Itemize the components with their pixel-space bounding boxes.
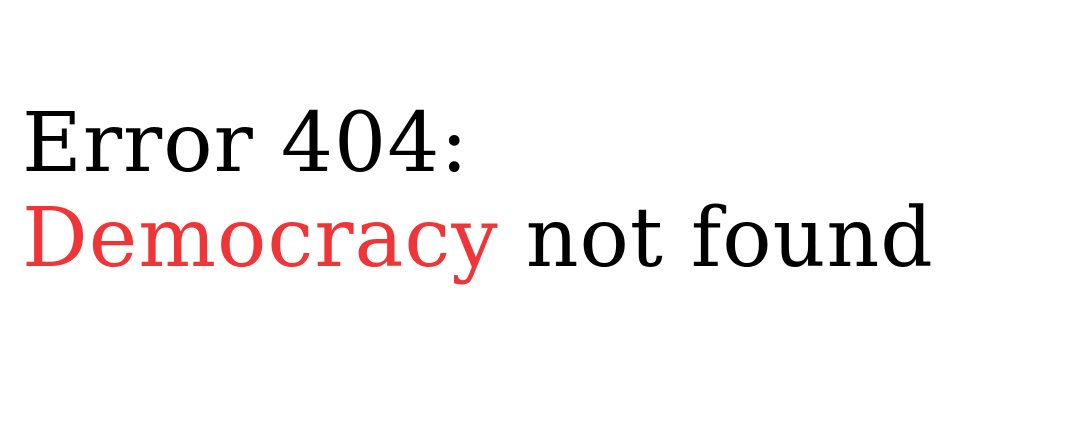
error-rest-text: not found xyxy=(498,191,934,287)
error-highlight-word: Democracy xyxy=(22,191,499,287)
error-description xyxy=(22,191,934,286)
error-heading: Error 404: xyxy=(22,96,470,191)
error-message xyxy=(22,96,934,286)
